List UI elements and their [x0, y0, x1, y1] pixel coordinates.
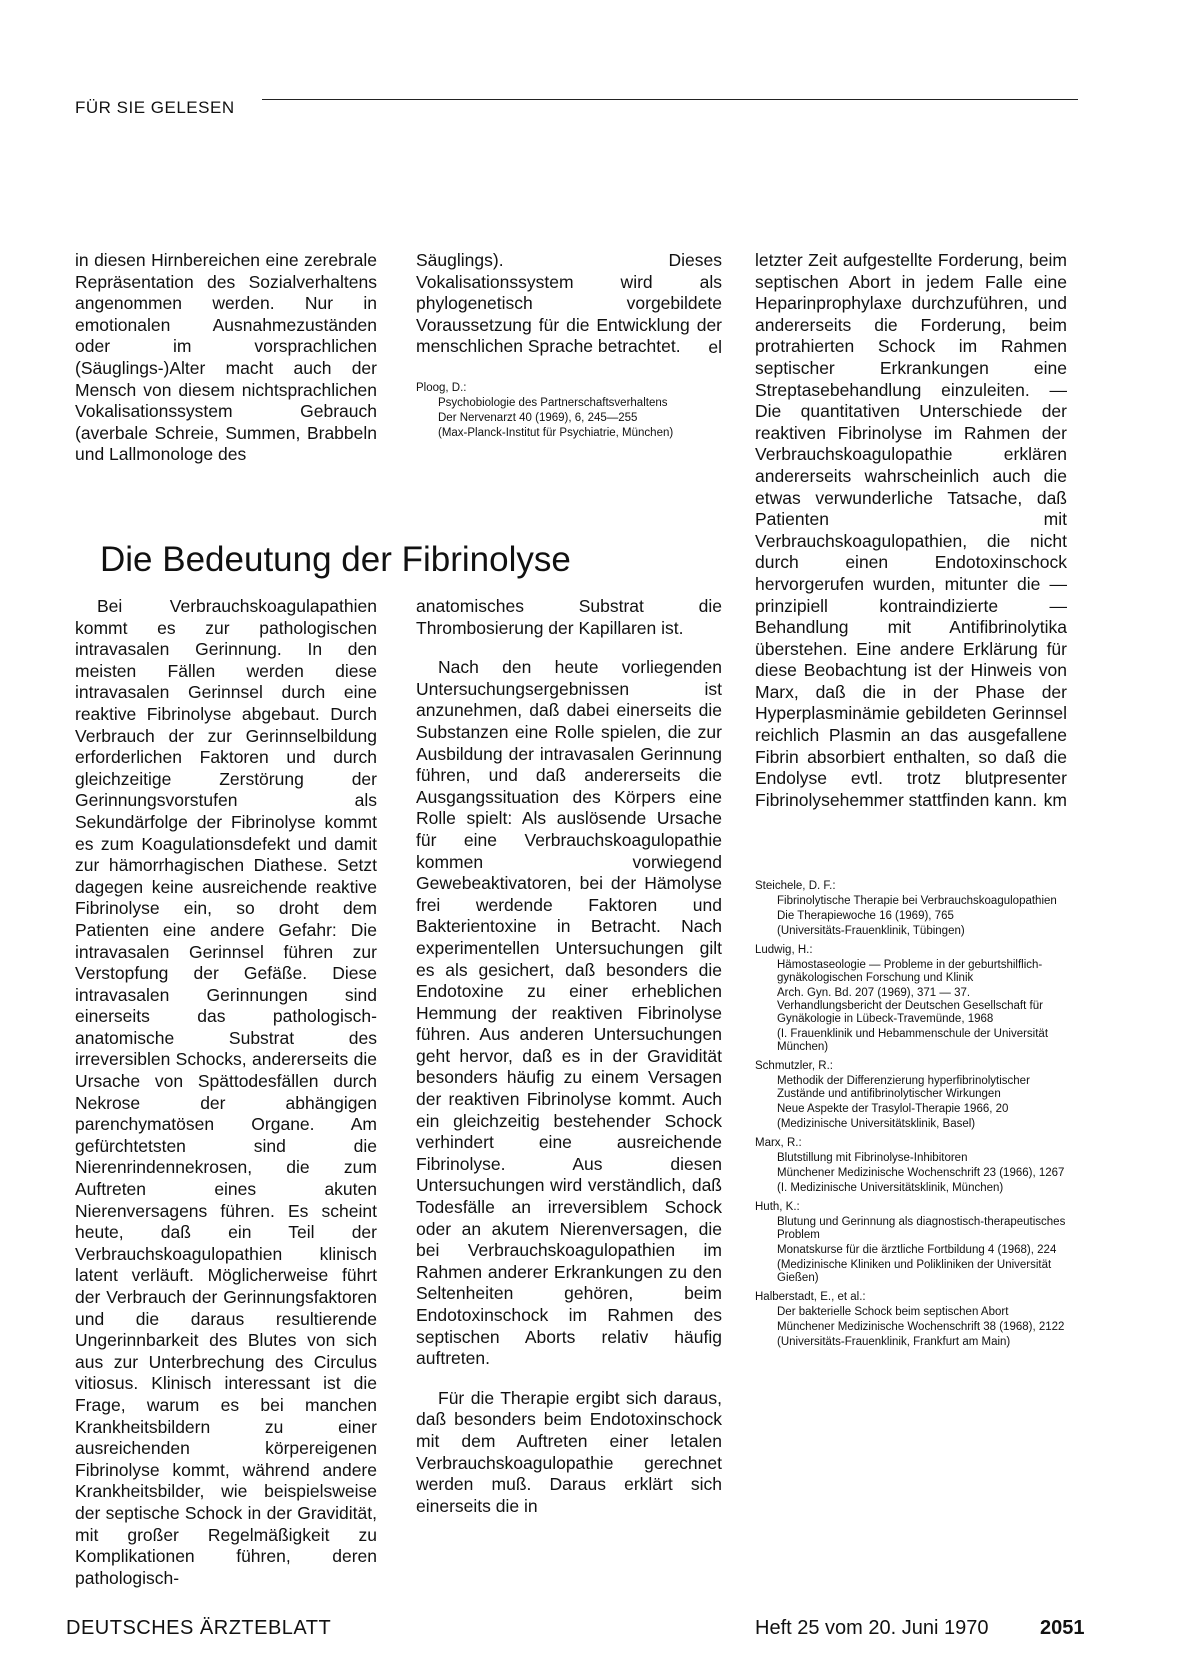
reference-institution: (I. Frauenklinik und Hebammenschule der Universität München) — [777, 1028, 1049, 1053]
reference-entry — [755, 944, 1073, 1054]
article2-col2-para: Nach den heute vorliegenden Untersuchungsergebnissen ist anzunehmen, daß dabei einerseits die Substanzen eine Rolle spielen, die zur Ausbildung der intravasalen Gerinnung führen, und daß andererseits die Ausgangssituation des Körpers eine Rolle spielt: Als auslösende Ursache für eine Verbrauchskoagulopathie kommen vorwiegend Gewebeaktivatoren, bei der Hämolyse frei werdende Faktoren und Bakterientoxine in Betracht. Nach experimentellen Untersuchungen gilt es als gesichert, daß besonders die Endotoxine zu einer erheblichen Hemmung der reaktiven Fibrinolyse führen. Aus anderen Untersuchungen geht hervor, daß es in der Gravidität besonders häufig zu einem Versagen der reaktiven Fibrinolyse kommt. Auch ein gleichzeitig bestehender Schock verhindert eine ausreichende Fibrinolyse. Aus diesen Untersuchungen wird verständlich, daß Todesfälle an irreversiblem Schock oder an akutem Nierenversagen, die bei Verbrauchskoagulopathien im Rahmen anderer Erkrankungen zu den Seltenheiten gehören, beim Endotoxinschock im Rahmen des septischen Aborts relativ häufig auftreten. — [416, 657, 722, 1369]
article1-col1 — [75, 250, 377, 466]
reference-institution: (Medizinische Universitätsklinik, Basel) — [777, 1118, 976, 1130]
reference-entry — [755, 1060, 1073, 1131]
article1-col2-text: Säuglings). Dieses Vokalisationssystem wird als phylogenetisch vorgebildete Voraussetzung für die Entwicklung der menschlichen Sprache betrachtet. — [416, 250, 722, 357]
article-title: Die Bedeutung der Fibrinolyse — [100, 540, 571, 579]
reference-source: Monatskurse für die ärztliche Fortbildung 4 (1968), 224 — [777, 1244, 1057, 1256]
reference-entry — [755, 1201, 1073, 1285]
reference-author: Ploog, D.: — [416, 382, 467, 394]
journal-name: DEUTSCHES ÄRZTEBLATT — [66, 1617, 332, 1639]
reference-source: Neue Aspekte der Trasylol-Therapie 1966, 20 — [777, 1103, 1009, 1115]
reference-title: Der bakterielle Schock beim septischen Abort — [777, 1306, 1009, 1318]
reference-entry — [755, 1291, 1073, 1349]
reference-institution: (Max-Planck-Institut für Psychiatrie, München) — [438, 427, 674, 439]
reference-entry — [416, 382, 718, 440]
reference-author: Ludwig, H.: — [755, 944, 813, 956]
reference-title: Psychobiologie des Partnerschaftsverhaltens — [438, 397, 668, 409]
article2-col2 — [416, 596, 722, 1517]
article2-col3-para: letzter Zeit aufgestellte Forderung, beim septischen Abort in jedem Falle eine Heparinprophylaxe durchzuführen, und andererseits die Forderung, beim protrahierten Schock im Rahmen septischer Erkrankungen eine Streptasebehandlung einzuleiten. — Die quantitativen Unterschiede der reaktiven Fibrinolyse im Rahmen der Verbrauchskoagulopathie erklären andererseits wahrscheinlich auch die etwas verwunderliche Tatsache, daß Patienten mit Verbrauchskoagulopathien, die nicht durch einen Endotoxinschock hervorgerufen wurden, mitunter die — prinzipiell kontraindizierte — Behandlung mit Antifibrinolytika überstehen. Eine andere Erklärung für diese Beobachtung ist der Hinweis von Marx, daß die in der Phase der Hyperplasminämie gebildeten Gerinnsel reichlich Plasmin an das ausgefallene Fibrin absorbiert enthalten, so daß die Endolyse evtl. trotz blutpresenter Fibrinolysehemmer stattfinden kann. — [755, 250, 1067, 810]
reference-entry — [755, 1137, 1073, 1195]
article2-col1 — [75, 596, 377, 1589]
article2-col3 — [755, 250, 1067, 812]
reference-author: Steichele, D. F.: — [755, 880, 836, 892]
reference-source: Die Therapiewoche 16 (1969), 765 — [777, 910, 954, 922]
reference-author: Marx, R.: — [755, 1137, 802, 1149]
article1-references — [416, 382, 718, 446]
article2-signature: km — [1043, 790, 1067, 811]
reference-source: Arch. Gyn. Bd. 207 (1969), 371 — 37. Verhandlungsbericht der Deutschen Gesellschaft für Gynäkologie in Lübeck-Travemünde, 1968 — [777, 987, 1043, 1025]
reference-author: Huth, K.: — [755, 1201, 800, 1213]
reference-author: Halberstadt, E., et al.: — [755, 1291, 866, 1303]
article1-col2 — [416, 250, 722, 359]
reference-title: Methodik der Differenzierung hyperfibrinolytischer Zustände und antifibrinolytischer Wirkungen — [777, 1075, 1030, 1100]
page-number: 2051 — [1040, 1617, 1085, 1639]
header-rule — [262, 99, 1078, 100]
issue-date: Heft 25 vom 20. Juni 1970 — [755, 1617, 989, 1639]
article2-references — [755, 880, 1073, 1355]
article1-signature: el — [708, 336, 722, 357]
reference-title: Fibrinolytische Therapie bei Verbrauchskoagulopathien — [777, 895, 1057, 907]
reference-source: Münchener Medizinische Wochenschrift 23 (1966), 1267 — [777, 1167, 1065, 1179]
reference-title: Blutung und Gerinnung als diagnostisch-therapeutisches Problem — [777, 1216, 1066, 1241]
reference-institution: (Universitäts-Frauenklinik, Frankfurt am Main) — [777, 1336, 1011, 1348]
reference-source: Münchener Medizinische Wochenschrift 38 (1968), 2122 — [777, 1321, 1065, 1333]
reference-title: Hämostaseologie — Probleme in der geburtshilflich-gynäkologischen Forschung und Klinik — [777, 959, 1043, 984]
article2-col1-para: Bei Verbrauchskoagulapathien kommt es zur pathologischen intravasalen Gerinnung. In den meisten Fällen werden diese intravasalen Gerinnsel durch eine reaktive Fibrinolyse abgebaut. Durch Verbrauch der zur Gerinnselbildung erforderlichen Faktoren und durch gleichzeitige Zerstörung der Gerinnungsvorstufen als Sekundärfolge der Fibrinolyse kommt es zum Koagulationsdefekt und damit zur hämorrhagischen Diathese. Setzt dagegen keine ausreichende reaktive Fibrinolyse ein, so droht dem Patienten eine andere Gefahr: Die intravasalen Gerinnsel führen zur Verstopfung der Gefäße. Diese intravasalen Gerinnungen sind einerseits das pathologisch-anatomische Substrat des irreversiblen Schocks, andererseits die Ursache von Spättodesfällen durch Nekrose der abhängigen parenchymatösen Organe. Am gefürchtetsten sind die Nierenrindennekrosen, die zum Auftreten eines akuten Nierenversagens führen. Es scheint heute, daß ein Teil der Verbrauchskoagulopathien klinisch latent verläuft. Möglicherweise führt der Verbrauch der Gerinnungsfaktoren und die daraus resultierende Ungerinnbarkeit des Blutes von sich aus zur Unterbrechung des Circulus vitiosus. Klinisch interessant ist die Frage, warum es bei manchen Krankheitsbildern zu einer ausreichenden körpereigenen Fibrinolyse kommt, während andere Krankheitsbilder, wie beispielsweise der septische Schock in der Gravidität, mit großer Regelmäßigkeit zu Komplikationen führen, deren pathologisch- — [75, 596, 377, 1588]
reference-source: Der Nervenarzt 40 (1969), 6, 245—255 — [438, 412, 638, 424]
reference-institution: (Universitäts-Frauenklinik, Tübingen) — [777, 925, 965, 937]
article2-col2-para: Für die Therapie ergibt sich daraus, daß besonders beim Endotoxinschock mit dem Auftreten einer letalen Verbrauchskoagulopathie gerechnet werden muß. Daraus erklärt sich einerseits die in — [416, 1387, 722, 1516]
reference-author: Schmutzler, R.: — [755, 1060, 833, 1072]
article1-col1-text: in diesen Hirnbereichen eine zerebrale Repräsentation des Sozialverhaltens angenommen werden. Nur in emotionalen Ausnahmezuständen oder im vorsprachlichen (Säuglings-)Alter macht auch der Mensch von diesem nichtsprachlichen Vokalisationssystem Gebrauch (averbale Schreie, Summen, Brabbeln und Lallmonologe des — [75, 250, 377, 465]
reference-institution: (I. Medizinische Universitätsklinik, München) — [777, 1182, 1004, 1194]
reference-title: Blutstillung mit Fibrinolyse-Inhibitoren — [777, 1152, 968, 1164]
article2-col2-para: anatomisches Substrat die Thrombosierung der Kapillaren ist. — [416, 596, 722, 638]
reference-institution: (Medizinische Kliniken und Polikliniken der Universität Gießen) — [777, 1259, 1052, 1284]
section-header: FÜR SIE GELESEN — [75, 98, 235, 117]
reference-entry — [755, 880, 1073, 938]
